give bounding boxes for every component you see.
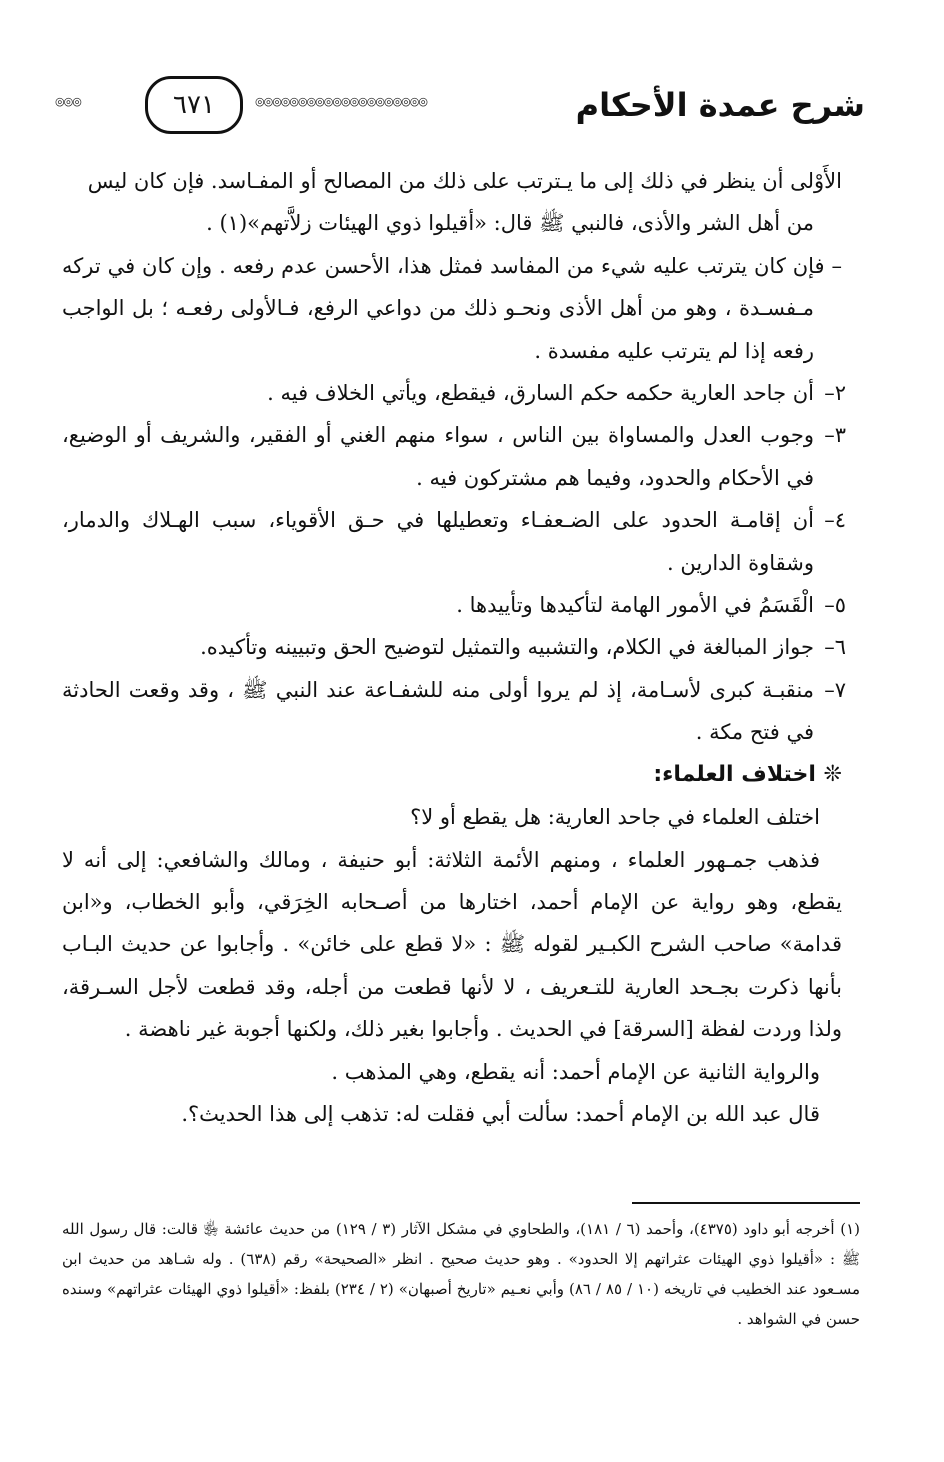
list-item <box>62 584 846 626</box>
list-item-text: أن جاحد العارية حكمه حكم السارق، فيقطع، ويأتي الخلاف فيه . <box>267 381 814 406</box>
list-item <box>62 499 846 584</box>
list-item-text: الْقَسَمُ في الأمور الهامة لتأكيدها وتأييدها . <box>456 593 814 618</box>
list-item <box>62 372 846 414</box>
paragraph: قال عبد الله بن الإمام أحمد: سألت أبي فقلت له: تذهب إلى هذا الحديث؟. <box>181 1101 820 1126</box>
page-header <box>55 70 865 140</box>
book-title: شرح عمدة الأحكام <box>575 86 865 124</box>
list-item-number: ٢– <box>824 381 846 406</box>
list-item-number: ٥– <box>824 593 846 618</box>
list-item-text: وجوب العدل والمساواة بين الناس ، سواء منهم الغني أو الفقير، والشريف أو الوضيع، في الأحكام والحدود، وفيما هم مشتركون فيه . <box>62 423 814 490</box>
benefits-list <box>62 372 846 754</box>
list-item-text: منقبـة كبرى لأسـامة، إذ لم يروا أولى منه للشفـاعة عند النبي ﷺ ، وقد وقعت الحادثة في فتح مكة . <box>62 677 814 745</box>
paragraph: – فإن كان يترتب عليه شيء من المفاسد فمثل هذا، الأحسن عدم رفعه . وإن كان في تركه مـفسـدة ، وهو من أهل الأذى ونحـو ذلك من دواعي الرفع، فـالأولى رفعـه ؛ بل الواجب رفعه إذا لم يترتب عليه مفسدة . <box>62 253 842 363</box>
paragraph-line: من أهل الشر والأذى، فالنبي ﷺ قال: «أقيلوا ذوي الهيئات زلاَّتهم»(١) . <box>206 211 814 236</box>
header-ornament-left: ◎◎◎ <box>55 95 81 108</box>
paragraph: فذهب جمـهور العلماء ، ومنهم الأئمة الثلاثة: أبو حنيفة ، ومالك والشافعي: إلى أنه لا يقطع، وهو رواية عن الإمام أحمد، اختارها من أصـحابه الخِرَقي، وأبو الخطاب، و«ابن قدامة» صاحب الشرح الكبـير لقوله ﷺ : «لا قطع على خائن» . وأجابوا عن حديث البـاب بأنها ذكرت بجـحد العارية للتـعريف ، لا لأنها قطعت من أجله، وقد قطعت لأجل السـرقة، ولذا وردت لفظة [السرقة] في الحديث . وأجابوا بغير ذلك، ولكنها أجوبة غير ناهضة . <box>62 847 842 1042</box>
header-ornament-middle: ◎◎◎◎◎◎◎◎◎◎◎◎◎◎◎◎◎◎◎◎ <box>255 95 427 108</box>
list-item <box>62 626 846 668</box>
section-heading: ❊ اختلاف العلماء: <box>653 761 842 787</box>
page-number: ٦٧١ <box>145 76 243 134</box>
main-text <box>62 160 846 1135</box>
list-item-number: ٣– <box>824 423 846 448</box>
list-item-text: جواز المبالغة في الكلام، والتشبيه والتمثيل لتوضيح الحق وتبيينه وتأكيده. <box>200 635 814 660</box>
list-item-number: ٤– <box>824 508 846 533</box>
list-item-number: ٦– <box>824 635 846 660</box>
paragraph: والرواية الثانية عن الإمام أحمد: أنه يقطع، وهي المذهب . <box>331 1059 820 1084</box>
footnotes <box>62 1214 860 1334</box>
list-item <box>62 669 846 754</box>
list-item-text: أن إقامـة الحدود على الضـعفـاء وتعطيلها في حـق الأقوياء، سبب الهـلاك والدمار، وشقاوة الدارين . <box>62 508 814 575</box>
list-item <box>62 414 846 499</box>
footnote-divider <box>632 1202 860 1204</box>
paragraph: اختلف العلماء في جاحد العارية: هل يقطع أو لا؟ <box>410 805 820 830</box>
list-item-number: ٧– <box>824 677 846 702</box>
paragraph-line: الأَوْلى أن ينظر في ذلك إلى ما يـترتب على ذلك من المصالح أو المفـاسد. فإن كان ليس <box>87 169 842 193</box>
footnote: (١) أخرجه أبو داود (٤٣٧٥)، وأحمد (٦ / ١٨١)، والطحاوي في مشكل الآثار (٣ / ١٢٩) من حديث عائشة ﵂ قالت: قال رسول الله ﷺ : «أقيلوا ذوي الهيئات عثراتهم إلا الحدود» . وهو حديث صحيح . انظر «الصحيحة» رقم (٦٣٨) . وله شـاهد من حديث ابن مسـعود عند الخطيب في تاريخه (١٠ / ٨٥ / ٨٦) وأبي نعـيم «تاريخ أصبهان» (٢ / ٢٣٤) بلفظ: «أقيلوا ذوي الهيئات عثراتهم» وسنده حسن في الشواهد . <box>62 1220 861 1328</box>
